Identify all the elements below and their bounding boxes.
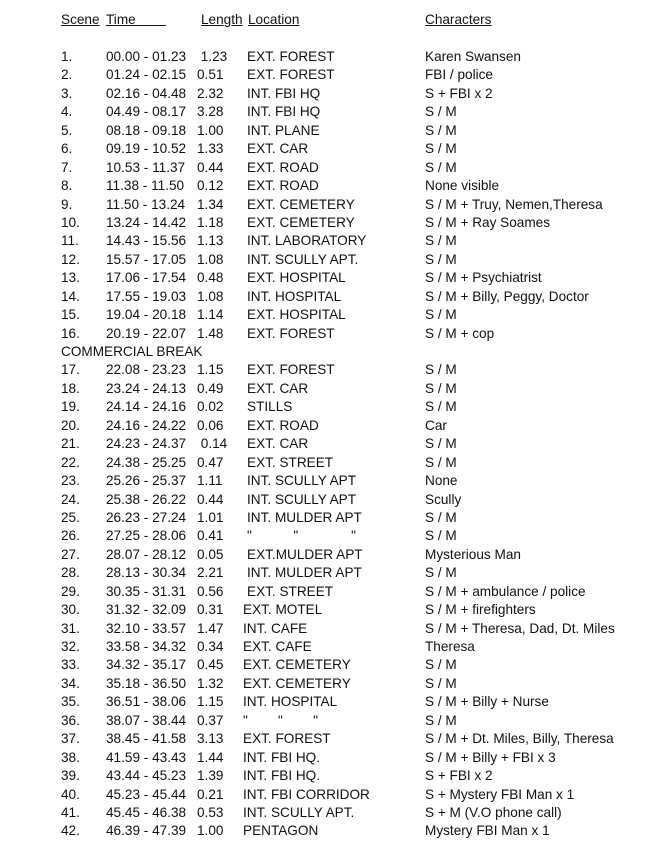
scene-length: 1.18	[197, 214, 224, 230]
header-time: Time	[106, 12, 166, 27]
scene-length: 1.13	[197, 233, 224, 249]
scene-row	[0, 767, 671, 785]
scene-row	[0, 620, 671, 638]
header-characters: Characters	[425, 12, 492, 27]
scene-characters: Theresa	[425, 639, 475, 654]
scene-location: INT. CAFE	[243, 620, 308, 636]
scene-time: 32.10 - 33.57	[106, 620, 187, 636]
scene-time: 09.19 - 10.52	[106, 141, 187, 157]
scene-characters: S / M	[425, 159, 457, 175]
scene-row	[0, 804, 671, 822]
scene-length: 0.37	[197, 712, 224, 728]
scene-number: 10.	[61, 214, 80, 230]
scene-row	[0, 361, 671, 379]
scene-location: EXT. STREET	[247, 454, 334, 470]
scene-location: EXT. STREET	[247, 583, 334, 599]
scene-characters: S / M	[425, 657, 457, 673]
scene-location: EXT. HOSPITAL	[247, 307, 346, 323]
scene-row	[0, 749, 671, 767]
scene-time: 04.49 - 08.17	[106, 104, 187, 120]
scene-row	[0, 48, 671, 66]
scene-location: INT. HOSPITAL	[243, 694, 338, 710]
scene-length: 0.51	[197, 67, 224, 83]
scene-number: 36.	[61, 712, 80, 728]
scene-number: 11.	[61, 233, 79, 249]
scene-time: 30.35 - 31.31	[106, 583, 187, 599]
scene-row	[0, 730, 671, 748]
scene-number: 41.	[61, 804, 80, 820]
scene-time: 13.24 - 14.42	[106, 214, 187, 230]
scene-location: INT. FBI HQ	[247, 85, 321, 101]
scene-characters: Mystery FBI Man x 1	[425, 823, 550, 839]
scene-time: 22.08 - 23.23	[106, 362, 187, 378]
scene-location: " " "	[243, 712, 318, 728]
scene-time: 24.38 - 25.25	[106, 454, 187, 470]
scene-number: 8.	[61, 178, 73, 194]
scene-number: 40.	[61, 786, 80, 802]
scene-location: INT. SCULLY APT	[247, 491, 357, 507]
scene-number: 23.	[61, 473, 80, 489]
scene-characters: S / M + Billy + Nurse	[425, 694, 549, 710]
scene-number: 6.	[61, 141, 73, 157]
scene-location: INT. PLANE	[247, 122, 320, 138]
scene-location: INT. MULDER APT	[247, 565, 362, 581]
scene-row	[0, 822, 671, 840]
scene-length: 0.56	[197, 583, 224, 599]
scene-characters: S / M + Ray Soames	[425, 214, 551, 230]
scene-length: 0.53	[197, 804, 224, 820]
scene-location: EXT. CAFE	[243, 639, 312, 654]
scene-location: INT. HOSPITAL	[247, 288, 342, 304]
scene-characters: S / M	[425, 251, 457, 267]
scene-characters: S / M	[425, 362, 457, 378]
scene-number: 29.	[61, 583, 80, 599]
scene-location: EXT. CAR	[247, 141, 309, 157]
scene-location: EXT. HOSPITAL	[247, 270, 346, 286]
scene-time: 41.59 - 43.43	[106, 749, 187, 765]
scene-row	[0, 103, 671, 121]
scene-row	[0, 638, 671, 656]
scene-number: 38.	[61, 749, 80, 765]
scene-time: 23.24 - 24.13	[106, 380, 187, 396]
scene-row	[0, 214, 671, 232]
scene-characters: S / M	[425, 509, 457, 525]
scene-length: 0.48	[197, 270, 224, 286]
scene-length: 0.47	[197, 454, 224, 470]
scene-characters: S / M + Dt. Miles, Billy, Theresa	[425, 731, 614, 747]
scene-location: INT. SCULLY APT.	[243, 804, 355, 820]
scene-row	[0, 177, 671, 195]
scene-location: EXT. FOREST	[247, 362, 335, 378]
scene-time: 31.32 - 32.09	[106, 602, 187, 618]
scene-time: 17.06 - 17.54	[106, 270, 187, 286]
scene-characters: S / M + cop	[425, 325, 495, 341]
scene-length: 1.32	[197, 675, 224, 691]
scene-location: EXT. CEMETERY	[247, 196, 355, 212]
scene-length: 1.23	[197, 49, 228, 64]
scene-number: 16.	[61, 325, 80, 341]
scene-length: 1.08	[197, 251, 224, 267]
scene-time: 36.51 - 38.06	[106, 694, 187, 710]
scene-number: 26.	[61, 528, 80, 544]
scene-row	[0, 675, 671, 693]
scene-location: INT. FBI HQ.	[243, 749, 321, 765]
scene-length: 1.11	[197, 473, 223, 489]
scene-row	[0, 140, 671, 158]
header-length: Length	[201, 12, 243, 27]
scene-number: 3.	[61, 85, 73, 101]
scene-characters: S / M + Billy, Peggy, Doctor	[425, 288, 589, 304]
scene-time: 38.45 - 41.58	[106, 731, 187, 747]
scene-time: 19.04 - 20.18	[106, 307, 187, 323]
scene-location: EXT. CAR	[247, 380, 309, 396]
scene-time: 24.14 - 24.16	[106, 399, 187, 415]
scene-time: 24.23 - 24.37	[106, 436, 187, 452]
scene-row	[0, 325, 671, 343]
scene-characters: S + Mystery FBI Man x 1	[425, 786, 575, 802]
scene-length: 1.14	[197, 307, 224, 323]
scene-characters: S / M + Psychiatrist	[425, 270, 542, 286]
header-scene: Scene	[61, 12, 100, 27]
scene-location: EXT. MOTEL	[243, 602, 323, 618]
scene-characters: Mysterious Man	[425, 546, 521, 562]
scene-length: 2.21	[197, 565, 224, 581]
scene-length: 0.34	[197, 639, 224, 654]
scene-characters: S + FBI x 2	[425, 768, 493, 784]
scene-length: 1.34	[197, 196, 224, 212]
scene-characters: S / M	[425, 436, 457, 452]
scene-characters: S / M + Truy, Nemen,Theresa	[425, 196, 603, 212]
scene-time: 01.24 - 02.15	[106, 67, 187, 83]
scene-time: 35.18 - 36.50	[106, 675, 187, 691]
scene-location: EXT. FOREST	[247, 49, 335, 64]
scene-length: 1.47	[197, 620, 224, 636]
scene-number: 34.	[61, 675, 80, 691]
scene-row	[0, 712, 671, 730]
scene-number: 4.	[61, 104, 73, 120]
scene-row	[0, 564, 671, 582]
scene-time: 26.23 - 27.24	[106, 509, 187, 525]
scene-row	[0, 583, 671, 601]
scene-location: EXT. ROAD	[247, 417, 319, 433]
scene-characters: S / M + Theresa, Dad, Dt. Miles	[425, 620, 615, 636]
scene-time: 11.38 - 11.50	[106, 178, 185, 194]
scene-location: EXT. FOREST	[247, 325, 335, 341]
scene-number: 30.	[61, 602, 80, 618]
scene-location: EXT. ROAD	[247, 178, 319, 194]
scene-length: 0.49	[197, 380, 224, 396]
scene-length: 0.44	[197, 491, 224, 507]
header-location: Location	[248, 12, 300, 27]
scene-row	[0, 546, 671, 564]
scene-row	[0, 306, 671, 324]
scene-length: 0.05	[197, 546, 224, 562]
scene-characters: S / M	[425, 233, 457, 249]
scene-length: 1.39	[197, 768, 224, 784]
scene-time: 45.45 - 46.38	[106, 804, 187, 820]
table-header	[0, 12, 671, 30]
scene-number: 19.	[61, 399, 80, 415]
scene-location: EXT.MULDER APT	[247, 546, 363, 562]
scene-length: 0.44	[197, 159, 224, 175]
scene-time: 45.23 - 45.44	[106, 786, 187, 802]
scene-characters: S / M	[425, 141, 457, 157]
scene-number: 15.	[61, 307, 80, 323]
scene-row	[0, 656, 671, 674]
scene-time: 10.53 - 11.37	[106, 159, 186, 175]
scene-length: 1.33	[197, 141, 224, 157]
scene-row	[0, 472, 671, 490]
scene-characters: S / M	[425, 712, 457, 728]
scene-row	[0, 85, 671, 103]
scene-characters: Scully	[425, 491, 462, 507]
scene-row	[0, 491, 671, 509]
scene-length: 1.15	[197, 362, 224, 378]
scene-location: INT. FBI HQ.	[243, 768, 321, 784]
scene-characters: S / M	[425, 307, 457, 323]
scene-length: 3.13	[197, 731, 224, 747]
scene-number: 28.	[61, 565, 80, 581]
scene-location: " " "	[247, 528, 356, 544]
scene-number: 39.	[61, 768, 80, 784]
scene-row	[0, 417, 671, 435]
scene-time: 38.07 - 38.44	[106, 712, 187, 728]
scene-number: 12.	[61, 251, 80, 267]
scene-time: 24.16 - 24.22	[106, 417, 187, 433]
scene-number: 17.	[61, 362, 80, 378]
scene-row	[0, 786, 671, 804]
scene-row	[0, 159, 671, 177]
scene-number: 25.	[61, 509, 80, 525]
scene-characters: S / M	[425, 565, 457, 581]
scene-number: 14.	[61, 288, 80, 304]
scene-row	[0, 122, 671, 140]
scene-location: EXT. CAR	[247, 436, 309, 452]
scene-number: 32.	[61, 639, 80, 654]
scene-row	[0, 196, 671, 214]
scene-time: 28.07 - 28.12	[106, 546, 187, 562]
scene-location: EXT. CEMETERY	[243, 657, 351, 673]
scene-row	[0, 435, 671, 453]
scene-characters: None	[425, 473, 458, 489]
scene-time: 25.26 - 25.37	[106, 473, 187, 489]
scene-number: 37.	[61, 731, 80, 747]
scene-time: 00.00 - 01.23	[106, 49, 187, 64]
scene-time: 33.58 - 34.32	[106, 639, 187, 654]
scene-length: 2.32	[197, 85, 224, 101]
scene-row	[0, 601, 671, 619]
scene-location: INT. FBI CORRIDOR	[243, 786, 370, 802]
commercial-break-label: COMMERCIAL BREAK	[61, 344, 203, 359]
scene-row	[0, 527, 671, 545]
scene-length: 1.08	[197, 288, 224, 304]
scene-time: 43.44 - 45.23	[106, 768, 187, 784]
scene-location: INT. LABORATORY	[247, 233, 367, 249]
scene-location: INT. MULDER APT	[247, 509, 362, 525]
scene-length: 0.12	[197, 178, 224, 194]
scene-location: EXT. CEMETERY	[243, 675, 351, 691]
scene-number: 18.	[61, 380, 80, 396]
scene-location: STILLS	[247, 399, 293, 415]
scene-number: 5.	[61, 122, 73, 138]
scene-characters: S / M + firefighters	[425, 602, 536, 618]
scene-length: 0.41	[197, 528, 224, 544]
scene-number: 7.	[61, 159, 73, 175]
scene-list	[0, 48, 671, 841]
scene-length: 0.02	[197, 399, 224, 415]
scene-characters: S / M	[425, 675, 457, 691]
scene-length: 0.31	[197, 602, 224, 618]
scene-characters: S / M	[425, 399, 457, 415]
scene-characters: S / M	[425, 380, 457, 396]
scene-length: 0.14	[197, 436, 228, 452]
scene-location: EXT. CEMETERY	[247, 214, 355, 230]
scene-number: 22.	[61, 454, 80, 470]
scene-characters: S + M (V.O phone call)	[425, 804, 562, 820]
commercial-break-row	[0, 343, 671, 361]
scene-characters: S / M + Billy + FBI x 3	[425, 749, 556, 765]
scene-characters: Car	[425, 417, 447, 433]
scene-number: 31.	[61, 620, 80, 636]
scene-time: 14.43 - 15.56	[106, 233, 187, 249]
scene-length: 1.15	[197, 694, 224, 710]
scene-length: 0.21	[197, 786, 224, 802]
scene-row	[0, 288, 671, 306]
scene-characters: S / M + ambulance / police	[425, 583, 586, 599]
scene-location: PENTAGON	[243, 823, 319, 839]
scene-characters: S / M	[425, 454, 457, 470]
scene-characters: Karen Swansen	[425, 49, 521, 64]
scene-length: 1.01	[197, 509, 224, 525]
scene-time: 11.50 - 13.24	[106, 196, 186, 212]
scene-time: 25.38 - 26.22	[106, 491, 187, 507]
scene-number: 2.	[61, 67, 73, 83]
scene-row	[0, 693, 671, 711]
scene-length: 1.44	[197, 749, 224, 765]
scene-location: INT. FBI HQ	[247, 104, 321, 120]
scene-length: 0.45	[197, 657, 224, 673]
scene-row	[0, 454, 671, 472]
scene-location: EXT. FOREST	[247, 67, 335, 83]
scene-length: 1.48	[197, 325, 224, 341]
scene-number: 13.	[61, 270, 80, 286]
scene-number: 42.	[61, 823, 80, 839]
scene-time: 02.16 - 04.48	[106, 85, 187, 101]
scene-number: 9.	[61, 196, 73, 212]
scene-number: 27.	[61, 546, 80, 562]
scene-number: 33.	[61, 657, 80, 673]
scene-length: 3.28	[197, 104, 224, 120]
scene-time: 17.55 - 19.03	[106, 288, 187, 304]
scene-time: 08.18 - 09.18	[106, 122, 187, 138]
scene-time: 28.13 - 30.34	[106, 565, 187, 581]
scene-number: 21.	[61, 436, 80, 452]
scene-characters: S / M	[425, 528, 457, 544]
scene-time: 46.39 - 47.39	[106, 823, 187, 839]
scene-time: 20.19 - 22.07	[106, 325, 187, 341]
scene-characters: FBI / police	[425, 67, 493, 83]
scene-location: EXT. ROAD	[247, 159, 319, 175]
scene-location: INT. SCULLY APT.	[247, 251, 359, 267]
scene-number: 1.	[61, 49, 73, 64]
scene-length: 1.00	[197, 122, 224, 138]
scene-characters: S + FBI x 2	[425, 85, 493, 101]
scene-row	[0, 509, 671, 527]
scene-row	[0, 232, 671, 250]
scene-length: 1.00	[197, 823, 224, 839]
scene-number: 35.	[61, 694, 80, 710]
scene-characters: None visible	[425, 178, 500, 194]
scene-time: 34.32 - 35.17	[106, 657, 187, 673]
scene-row	[0, 251, 671, 269]
scene-number: 20.	[61, 417, 80, 433]
scene-time: 27.25 - 28.06	[106, 528, 187, 544]
scene-row	[0, 66, 671, 84]
scene-location: INT. SCULLY APT	[247, 473, 357, 489]
scene-number: 24.	[61, 491, 80, 507]
scene-length: 0.06	[197, 417, 224, 433]
scene-row	[0, 269, 671, 287]
scene-row	[0, 380, 671, 398]
scene-row	[0, 398, 671, 416]
scene-characters: S / M	[425, 104, 457, 120]
scene-time: 15.57 - 17.05	[106, 251, 187, 267]
scene-location: EXT. FOREST	[243, 731, 331, 747]
scene-characters: S / M	[425, 122, 457, 138]
